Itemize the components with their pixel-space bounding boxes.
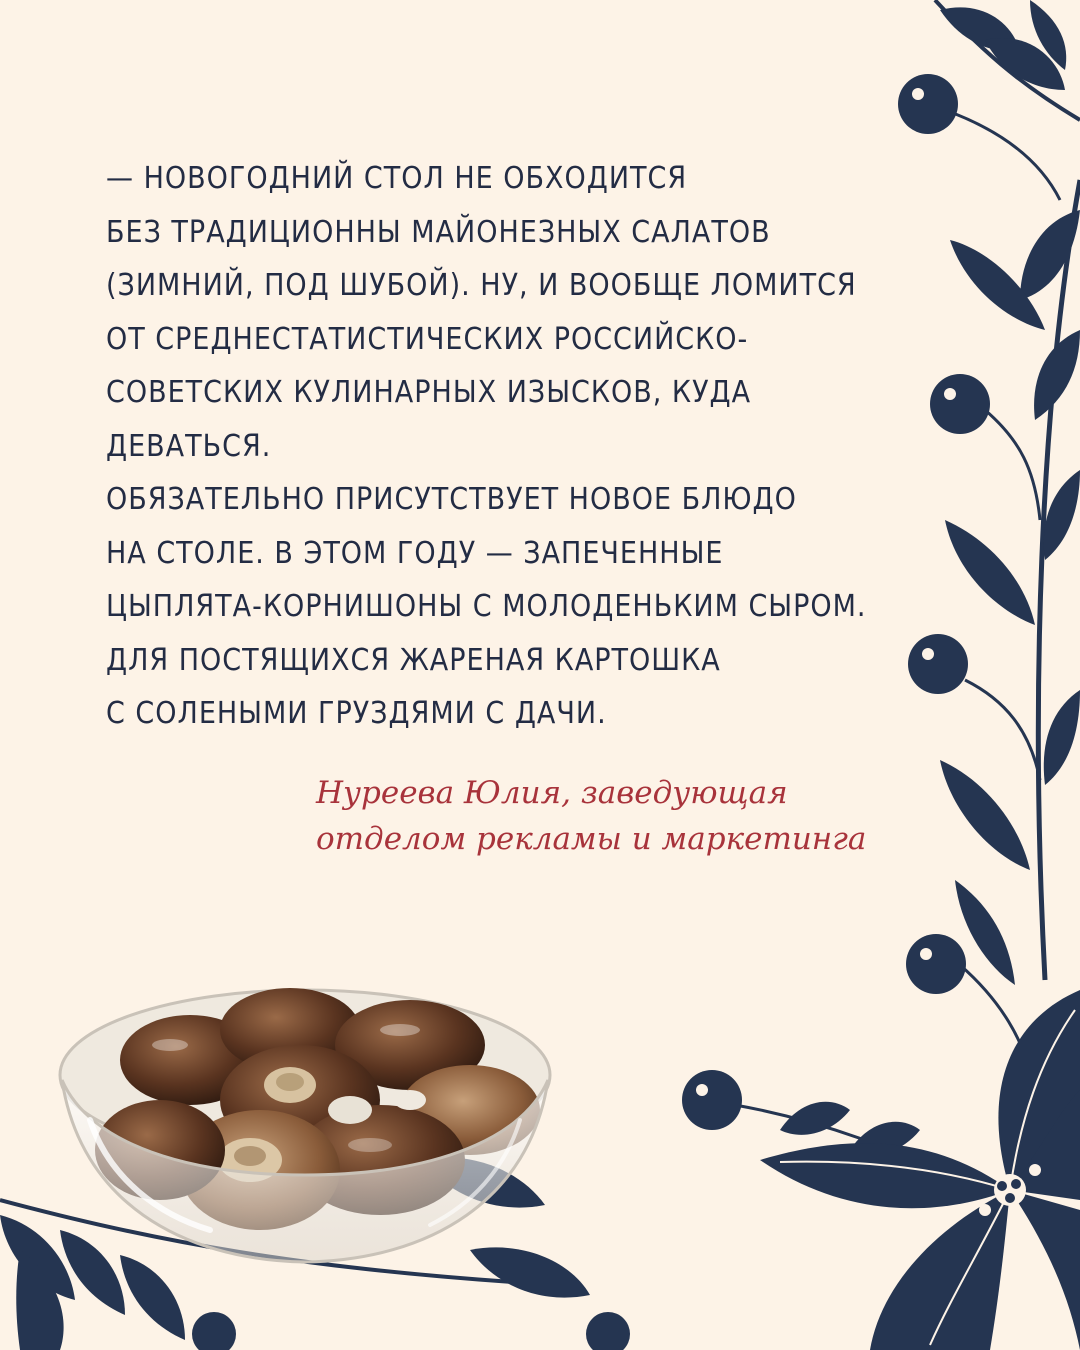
- quote-line: ЦЫПЛЯТА-КОРНИШОНЫ С МОЛОДЕНЬКИМ СЫРОМ.: [106, 589, 867, 624]
- quote-text: [106, 152, 926, 741]
- quote-line: (ЗИМНИЙ, ПОД ШУБОЙ). НУ, И ВООБЩЕ ЛОМИТСЯ: [106, 268, 857, 303]
- quote-line: НА СТОЛЕ. В ЭТОМ ГОДУ — ЗАПЕЧЕННЫЕ: [106, 535, 724, 571]
- quote-line: С СОЛЕНЫМИ ГРУЗДЯМИ С ДАЧИ.: [106, 696, 607, 731]
- star-flower-illustration: [760, 990, 1080, 1350]
- author-name: Нуреева Юлия, заведующая: [316, 775, 788, 811]
- quote-line: СОВЕТСКИХ КУЛИНАРНЫХ ИЗЫСКОВ, КУДА: [106, 375, 752, 410]
- quote-line: — НОВОГОДНИЙ СТОЛ НЕ ОБХОДИТСЯ: [106, 161, 688, 196]
- quote-line: ДЛЯ ПОСТЯЩИХСЯ ЖАРЕНАЯ КАРТОШКА: [106, 642, 721, 678]
- author-position: отделом рекламы и маркетинга: [316, 821, 867, 857]
- quote-line: ОБЯЗАТЕЛЬНО ПРИСУТСТВУЕТ НОВОЕ БЛЮДО: [106, 482, 797, 517]
- quote-line: БЕЗ ТРАДИЦИОННЫ МАЙОНЕЗНЫХ САЛАТОВ: [106, 214, 771, 250]
- author-signature: [316, 770, 956, 862]
- quote-line: ДЕВАТЬСЯ.: [106, 428, 272, 464]
- bowl-of-pickled-mushrooms: [50, 970, 560, 1270]
- quote-line: ОТ СРЕДНЕСТАТИСТИЧЕСКИХ РОССИЙСКО-: [106, 321, 749, 357]
